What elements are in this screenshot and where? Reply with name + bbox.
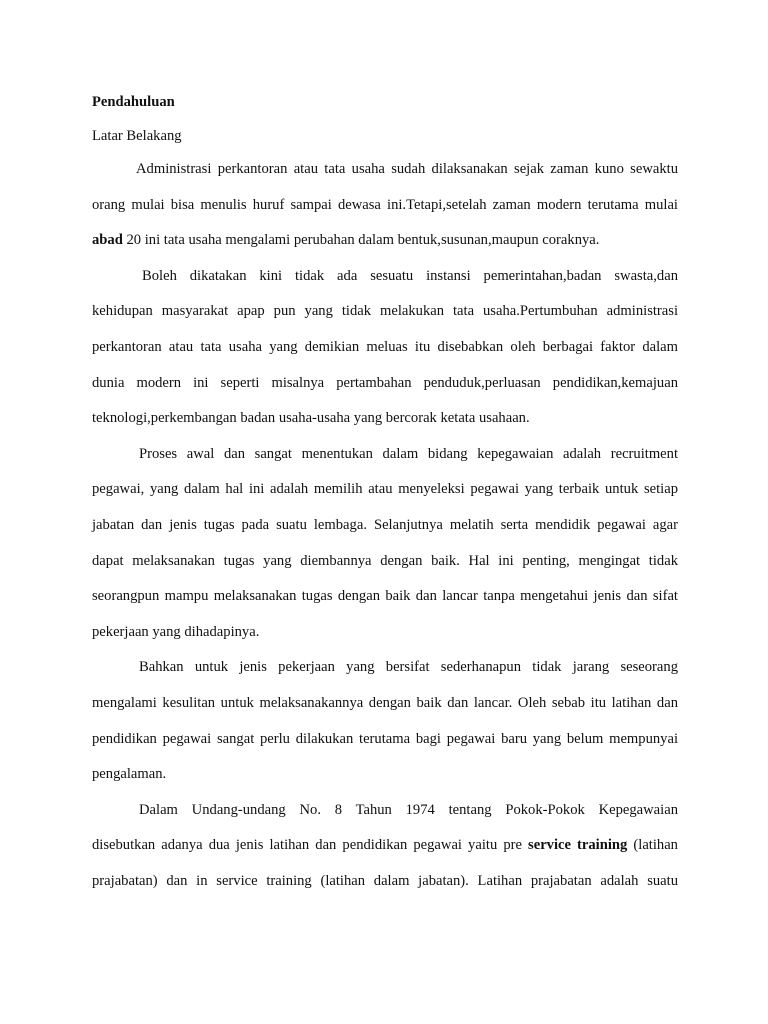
paragraph-line: Boleh dikatakan kini tidak ada sesuatu instansi pemerintahan,badan swasta,dan [142, 267, 678, 284]
paragraph-line: Dalam Undang-undang No. 8 Tahun 1974 tentang Pokok-Pokok Kepegawaian [139, 801, 678, 818]
paragraph-line [92, 223, 678, 259]
paragraph-line: seorangpun mampu melaksanakan tugas dengan baik dan lancar tanpa mengetahui jenis dan sifat [92, 588, 678, 605]
document-body [92, 88, 678, 899]
paragraph-1 [92, 152, 678, 259]
bold-term: service training [528, 837, 628, 854]
paragraph-line-text: 20 ini tata usaha mengalami perubahan dalam bentuk,susunan,maupun coraknya. [122, 232, 600, 249]
paragraph-line: Bahkan untuk jenis pekerjaan yang bersifat sederhanapun tidak jarang seseorang [139, 659, 678, 676]
section-heading: Pendahuluan [92, 94, 175, 110]
paragraph-line: jabatan dan jenis tugas pada suatu lembaga. Selanjutnya melatih serta mendidik pegawai agar [92, 516, 678, 533]
paragraph-line-text: (latihan [627, 837, 678, 854]
paragraph-line: pengalaman. [92, 766, 167, 783]
section-subheading: Latar Belakang [92, 128, 182, 144]
paragraph-line: dunia modern ini seperti misalnya pertambahan penduduk,perluasan pendidikan,kemajuan [92, 374, 678, 391]
paragraph-2 [92, 259, 678, 437]
paragraph-3 [92, 437, 678, 651]
paragraph-line: pekerjaan yang dihadapinya. [92, 623, 260, 640]
paragraph-line: perkantoran atau tata usaha yang demikian meluas itu disebabkan oleh berbagai faktor dalam [92, 338, 678, 355]
paragraph-line: teknologi,perkembangan badan usaha-usaha yang bercorak ketata usahaan. [92, 410, 530, 427]
paragraph-line: orang mulai bisa menulis huruf sampai dewasa ini.Tetapi,setelah zaman modern terutama mulai [92, 196, 678, 213]
paragraph-line: Administrasi perkantoran atau tata usaha sudah dilaksanakan sejak zaman kuno sewaktu [136, 161, 678, 177]
paragraph-line: prajabatan) dan in service training (latihan dalam jabatan). Latihan prajabatan adalah suatu [92, 872, 678, 889]
bold-term: abad [92, 232, 123, 249]
paragraph-line: kehidupan masyarakat apap pun yang tidak melakukan tata usaha.Pertumbuhan administrasi [92, 303, 678, 320]
paragraph-5 [92, 793, 678, 900]
paragraph-line: dapat melaksanakan tugas yang diembannya dengan baik. Hal ini penting, mengingat tidak [92, 552, 678, 569]
paragraph-line [92, 828, 678, 864]
paragraph-line: pendidikan pegawai sangat perlu dilakukan terutama bagi pegawai baru yang belum mempunyai [92, 730, 678, 747]
paragraph-4 [92, 650, 678, 792]
paragraph-line: Proses awal dan sangat menentukan dalam bidang kepegawaian adalah recruitment [139, 445, 678, 462]
paragraph-line-text: disebutkan adanya dua jenis latihan dan pendidikan pegawai yaitu pre [92, 837, 529, 854]
paragraph-line: pegawai, yang dalam hal ini adalah memilih atau menyeleksi pegawai yang terbaik untuk setiap [92, 481, 678, 498]
paragraph-line: mengalami kesulitan untuk melaksanakannya dengan baik dan lancar. Oleh sebab itu latihan dan [92, 694, 678, 711]
